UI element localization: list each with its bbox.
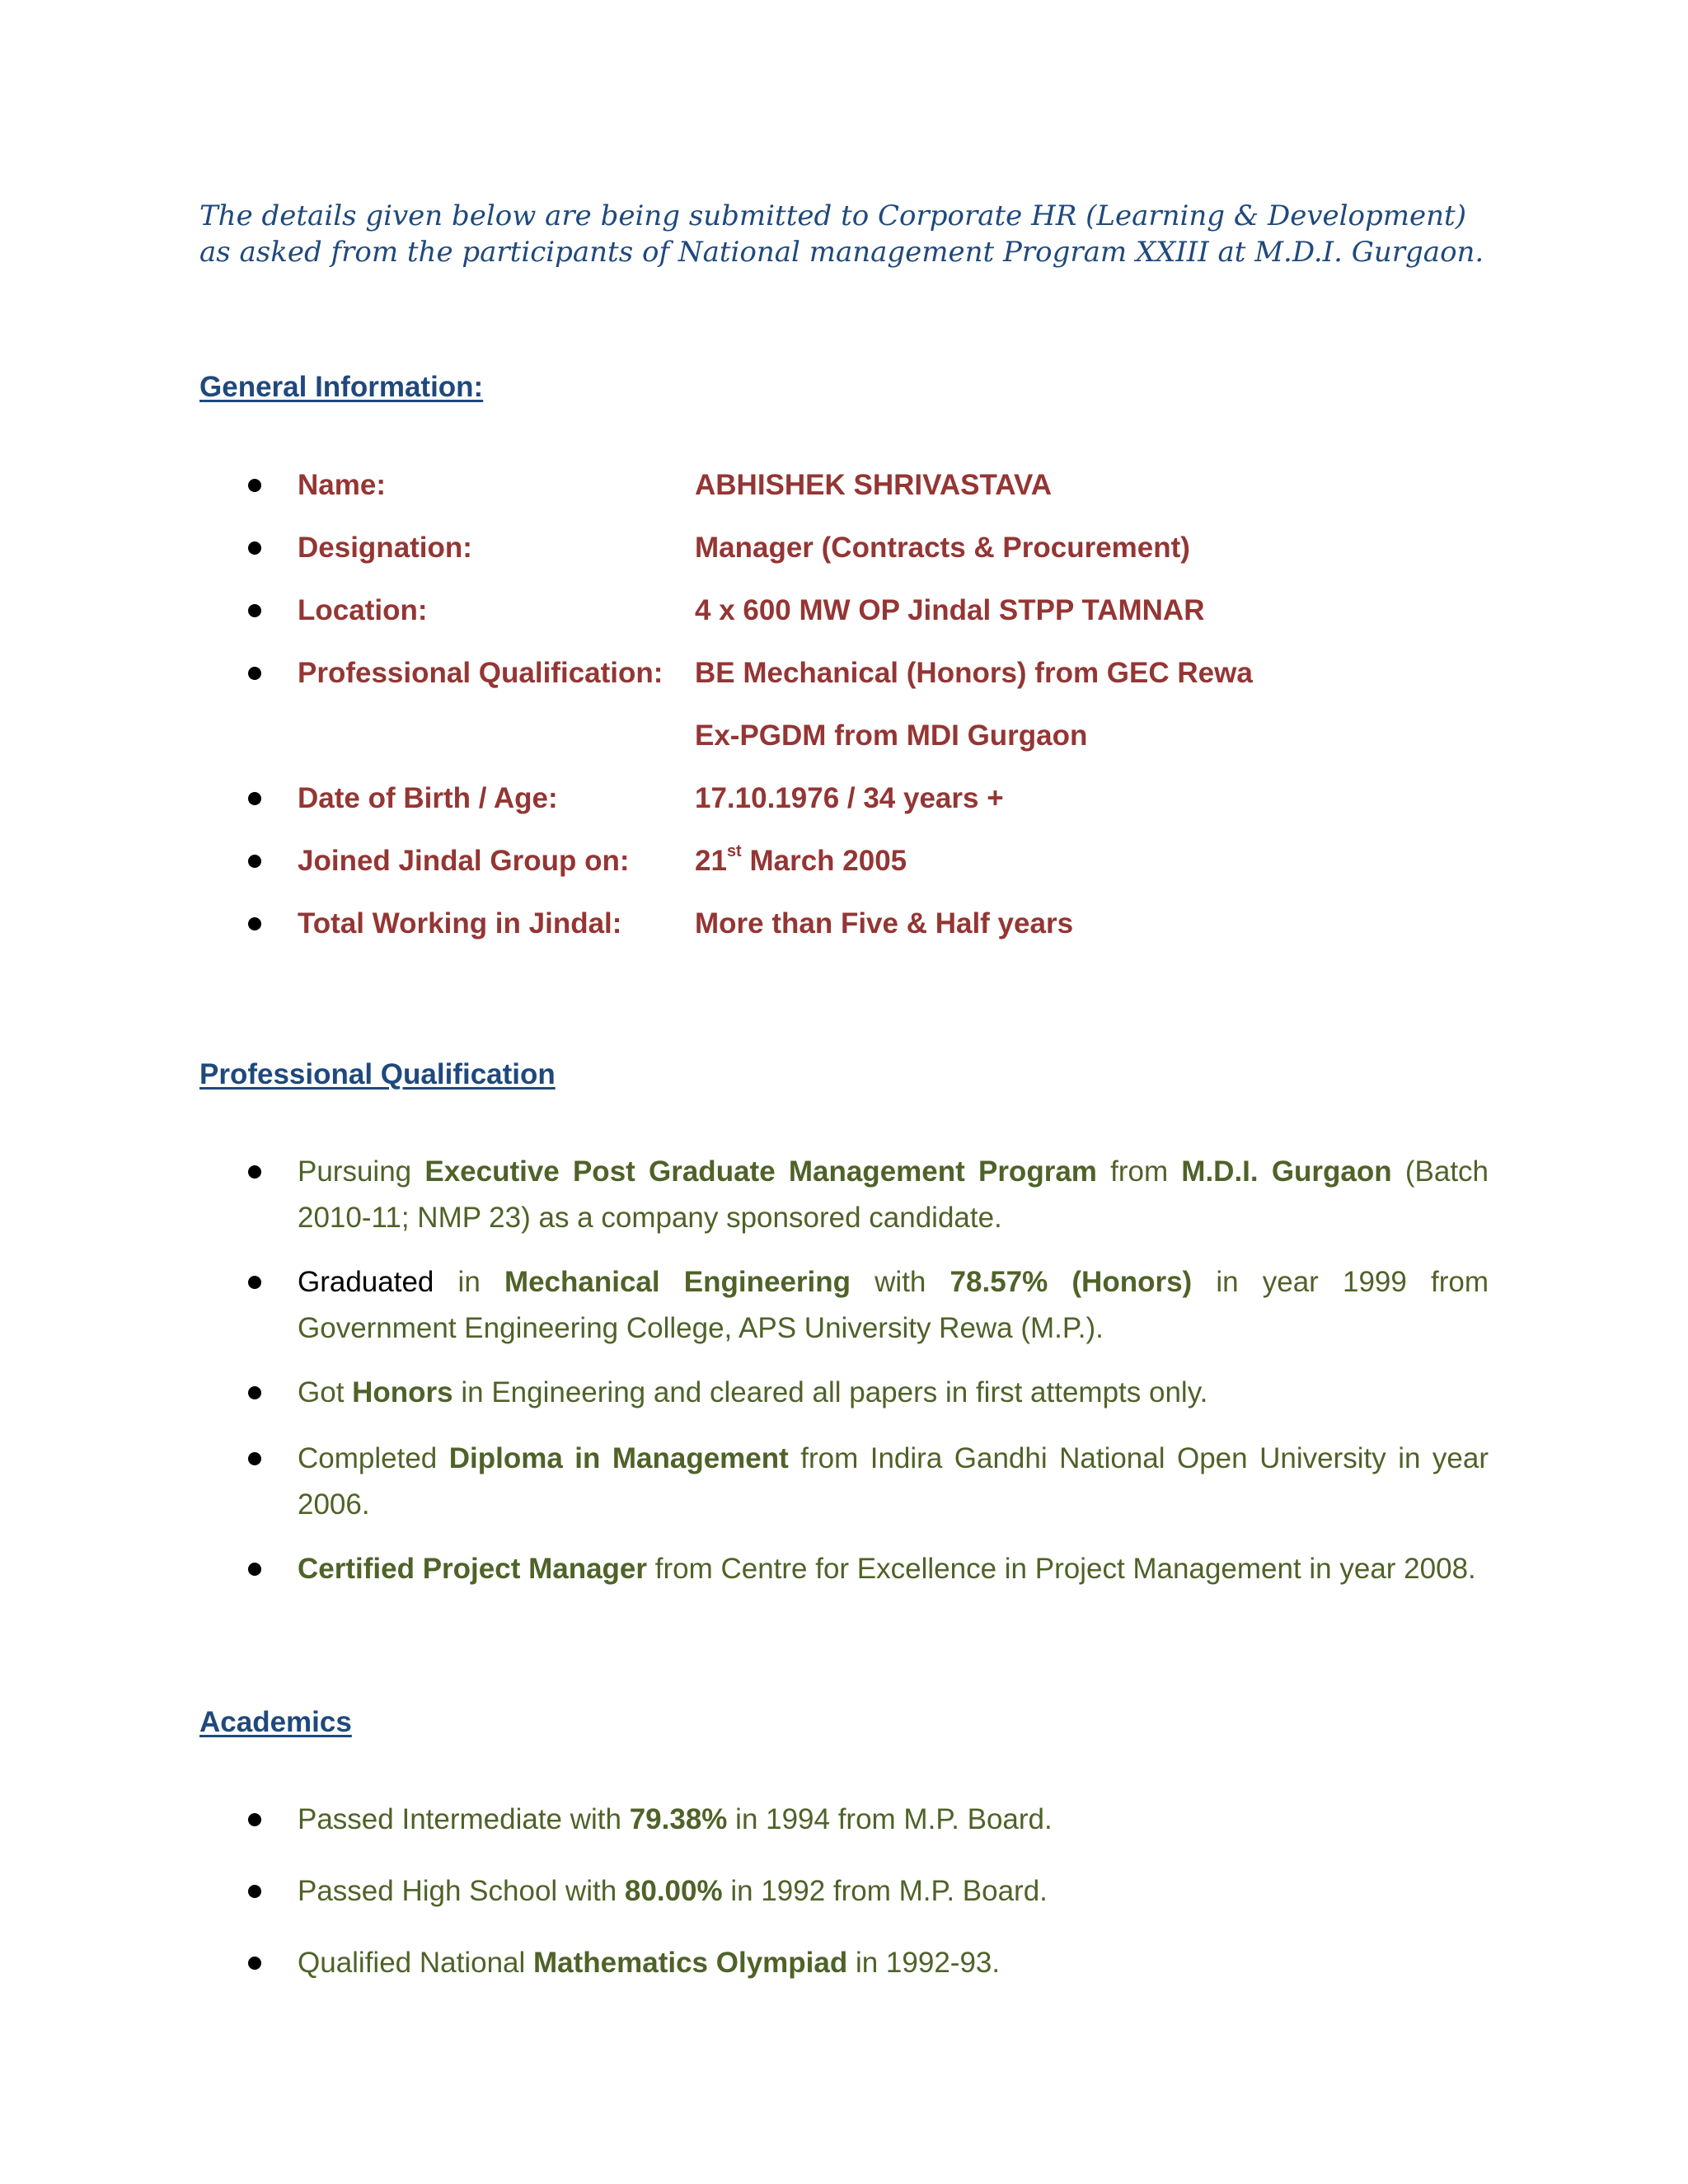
- bullet-icon: [248, 1885, 261, 1898]
- bullet-icon: [248, 1813, 261, 1826]
- info-value: [695, 841, 907, 882]
- info-value: Ex-PGDM from MDI Gurgaon: [695, 719, 1088, 752]
- info-row-designation: [0, 527, 1688, 569]
- bullet-icon: [248, 792, 261, 805]
- list-item-text: Certified Project Manager from Centre for Excellence in Project Management in year 2008.: [298, 1553, 1476, 1585]
- info-label: Total Working in Jindal:: [298, 907, 622, 940]
- info-label: Professional Qualification:: [298, 657, 663, 689]
- academics-heading: Academics: [199, 1706, 352, 1738]
- general-information-heading: General Information:: [199, 371, 484, 403]
- intro-paragraph: The details given below are being submitted to Corporate HR (Learning & Development) as asked from the participants of National management Program XXIII at M.D.I. Gurgaon.: [199, 199, 1484, 269]
- info-label: Designation:: [298, 532, 472, 564]
- info-label: Joined Jindal Group on:: [298, 845, 630, 877]
- bullet-icon: [248, 1276, 261, 1289]
- info-value: 17.10.1976 / 34 years +: [695, 782, 1004, 814]
- list-item-text: Got Honors in Engineering and cleared all papers in first attempts only.: [298, 1376, 1208, 1408]
- info-label: Location:: [298, 594, 428, 626]
- professional-qualification-heading: Professional Qualification: [199, 1058, 556, 1090]
- bullet-icon: [248, 1957, 261, 1970]
- list-item-text: Completed Diploma in Management from Indira Gandhi National Open University in year 2006.: [298, 1442, 1489, 1521]
- info-label: Name:: [298, 469, 386, 501]
- info-row-joined: [0, 841, 1688, 882]
- info-row-date-of-birth: [0, 778, 1688, 819]
- info-value: 4 x 600 MW OP Jindal STPP TAMNAR: [695, 594, 1205, 626]
- bullet-icon: [248, 917, 261, 930]
- list-item-text: Passed High School with 80.00% in 1992 from M.P. Board.: [298, 1875, 1048, 1907]
- list-item-text: Pursuing Executive Post Graduate Management Program from M.D.I. Gurgaon (Batch 2010-11; NMP 23) as a company sponsored candidate.: [298, 1155, 1489, 1234]
- bullet-icon: [248, 604, 261, 617]
- info-row-professional-qualification: [0, 653, 1688, 694]
- bullet-icon: [248, 541, 261, 555]
- info-row-professional-qualification-cont: [0, 715, 1688, 757]
- info-row-total-working: [0, 903, 1688, 944]
- list-item-text: Qualified National Mathematics Olympiad in 1992-93.: [298, 1947, 1001, 1979]
- bullet-icon: [248, 1386, 261, 1399]
- bullet-icon: [248, 1165, 261, 1179]
- bullet-icon: [248, 667, 261, 680]
- info-label: Date of Birth / Age:: [298, 782, 558, 814]
- info-value: More than Five & Half years: [695, 907, 1074, 940]
- joined-month-year: March 2005: [741, 845, 907, 877]
- bullet-icon: [248, 1563, 261, 1576]
- joined-day-suffix: st: [726, 842, 742, 861]
- bullet-icon: [248, 855, 261, 868]
- joined-day: 21: [695, 845, 727, 877]
- list-item-text: Passed Intermediate with 79.38% in 1994 from M.P. Board.: [298, 1803, 1053, 1835]
- list-item-text: Graduated in Mechanical Engineering with 78.57% (Honors) in year 1999 from Government Engineering College, APS University Rewa (M.P.).: [298, 1266, 1489, 1344]
- info-value: BE Mechanical (Honors) from GEC Rewa: [695, 657, 1253, 689]
- info-row-name: [0, 465, 1688, 506]
- bullet-icon: [248, 1452, 261, 1465]
- info-value: ABHISHEK SHRIVASTAVA: [695, 469, 1052, 501]
- info-row-location: [0, 590, 1688, 631]
- info-value: Manager (Contracts & Procurement): [695, 532, 1190, 564]
- bullet-icon: [248, 479, 261, 492]
